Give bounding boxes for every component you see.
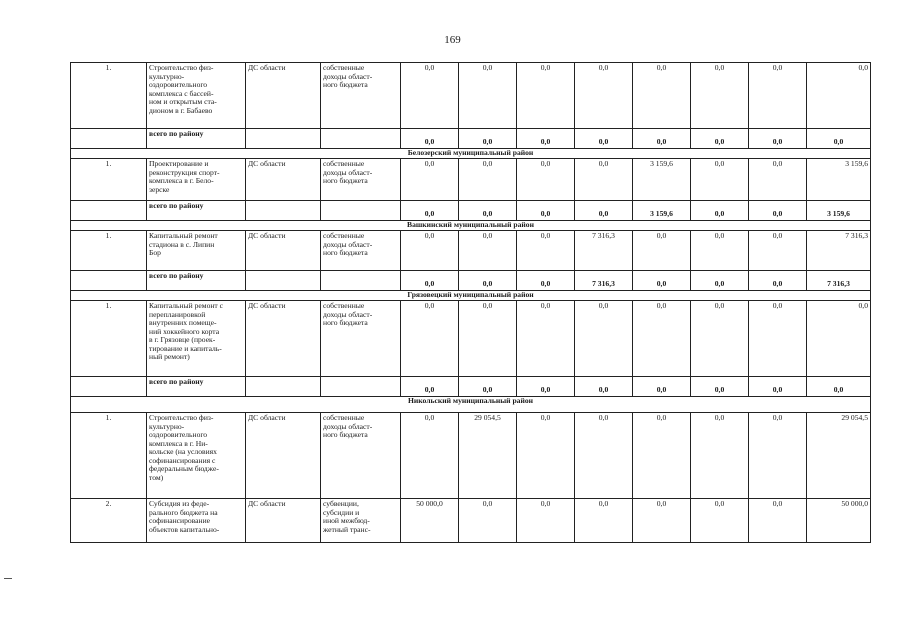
total-value: 7 316,3 — [807, 231, 871, 271]
funding-type: субвенции, субсидии и иной межбюд- жетный транс- — [321, 499, 401, 543]
fund-cell — [321, 271, 401, 291]
source-cell — [246, 129, 321, 149]
year-value: 0,0 — [517, 201, 575, 221]
year-value: 0,0 — [575, 413, 633, 499]
year-value: 0,0 — [459, 377, 517, 397]
year-value: 0,0 — [459, 129, 517, 149]
year-value: 0,0 — [401, 231, 459, 271]
fund-cell — [321, 201, 401, 221]
row-number: 1. — [71, 231, 147, 271]
district-header-row — [71, 291, 871, 301]
district-title: Вашкинский муниципальный район — [71, 221, 871, 231]
year-value: 0,0 — [691, 159, 749, 201]
year-value: 0,0 — [633, 301, 691, 377]
project-row — [71, 159, 871, 201]
district-title: Белозерский муниципальный район — [71, 149, 871, 159]
year-value: 0,0 — [633, 271, 691, 291]
total-value: 3 159,6 — [807, 159, 871, 201]
project-row — [71, 413, 871, 499]
year-value: 0,0 — [749, 63, 807, 129]
year-value: 0,0 — [459, 301, 517, 377]
year-value: 0,0 — [575, 201, 633, 221]
year-value: 0,0 — [401, 159, 459, 201]
financing-source: ДС области — [246, 301, 321, 377]
district-header-row — [71, 397, 871, 413]
project-name: Строительство физ- культурно- оздоровительного комплекса в г. Ни- кольске (на условиях софинансирования с федеральным бюдже- том) — [147, 413, 246, 499]
year-value: 0,0 — [401, 413, 459, 499]
funding-type: собственные доходы област- ного бюджета — [321, 413, 401, 499]
row-number: 1. — [71, 413, 147, 499]
project-name: Капитальный ремонт стадиона в с. Липин Бор — [147, 231, 246, 271]
funding-type: собственные доходы област- ного бюджета — [321, 63, 401, 129]
fund-cell — [321, 129, 401, 149]
total-value: 0,0 — [807, 301, 871, 377]
project-name: Проектирование и реконструкция спорт- комплекса в г. Бело- зерске — [147, 159, 246, 201]
funding-type: собственные доходы област- ного бюджета — [321, 301, 401, 377]
total-value: 7 316,3 — [807, 271, 871, 291]
district-header-row — [71, 149, 871, 159]
total-value: 0,0 — [807, 63, 871, 129]
financing-source: ДС области — [246, 413, 321, 499]
district-total-row — [71, 129, 871, 149]
district-title: Никольский муниципальный район — [71, 397, 871, 413]
row-number: 2. — [71, 499, 147, 543]
year-value: 0,0 — [633, 377, 691, 397]
project-name: Субсидия из феде- рального бюджета на софинансирование объектов капитально- — [147, 499, 246, 543]
row-number-cell — [71, 377, 147, 397]
year-value: 0,0 — [575, 129, 633, 149]
year-value: 0,0 — [633, 499, 691, 543]
financing-source: ДС области — [246, 231, 321, 271]
project-row — [71, 499, 871, 543]
total-label: всего по району — [147, 201, 246, 221]
row-number-cell — [71, 271, 147, 291]
district-total-row — [71, 271, 871, 291]
year-value: 0,0 — [401, 271, 459, 291]
year-value: 0,0 — [749, 377, 807, 397]
year-value: 0,0 — [517, 499, 575, 543]
project-name: Строительство физ- культурно- оздоровительного комплекса с бассей- ном и открытым ста- дионом в г. Бабаево — [147, 63, 246, 129]
year-value: 0,0 — [517, 413, 575, 499]
year-value: 0,0 — [517, 301, 575, 377]
year-value: 7 316,3 — [575, 231, 633, 271]
year-value: 50 000,0 — [401, 499, 459, 543]
page-number: 169 — [444, 34, 461, 46]
year-value: 0,0 — [691, 499, 749, 543]
district-total-row — [71, 377, 871, 397]
total-label: всего по району — [147, 129, 246, 149]
row-number-cell — [71, 129, 147, 149]
row-number: 1. — [71, 301, 147, 377]
year-value: 0,0 — [575, 63, 633, 129]
project-row — [71, 231, 871, 271]
year-value: 0,0 — [575, 499, 633, 543]
total-value: 0,0 — [807, 377, 871, 397]
year-value: 0,0 — [633, 63, 691, 129]
year-value: 0,0 — [517, 377, 575, 397]
year-value: 0,0 — [459, 271, 517, 291]
funding-type: собственные доходы област- ного бюджета — [321, 159, 401, 201]
year-value: 0,0 — [575, 159, 633, 201]
year-value: 0,0 — [691, 129, 749, 149]
total-value: 0,0 — [807, 129, 871, 149]
year-value: 0,0 — [459, 499, 517, 543]
total-label: всего по району — [147, 377, 246, 397]
year-value: 0,0 — [633, 413, 691, 499]
project-row — [71, 63, 871, 129]
year-value: 0,0 — [401, 377, 459, 397]
year-value: 0,0 — [691, 231, 749, 271]
year-value: 0,0 — [401, 63, 459, 129]
scan-edge-mark — [4, 578, 12, 579]
year-value: 0,0 — [749, 159, 807, 201]
financing-source: ДС области — [246, 499, 321, 543]
year-value: 0,0 — [691, 413, 749, 499]
row-number: 1. — [71, 63, 147, 129]
year-value: 0,0 — [749, 413, 807, 499]
year-value: 0,0 — [575, 377, 633, 397]
year-value: 7 316,3 — [575, 271, 633, 291]
district-header-row — [71, 221, 871, 231]
year-value: 0,0 — [459, 231, 517, 271]
year-value: 0,0 — [575, 301, 633, 377]
total-value: 3 159,6 — [807, 201, 871, 221]
year-value: 0,0 — [749, 271, 807, 291]
year-value: 0,0 — [691, 377, 749, 397]
year-value: 0,0 — [517, 159, 575, 201]
year-value: 0,0 — [517, 231, 575, 271]
source-cell — [246, 271, 321, 291]
project-row — [71, 301, 871, 377]
financing-source: ДС области — [246, 159, 321, 201]
funding-type: собственные доходы област- ного бюджета — [321, 231, 401, 271]
year-value: 0,0 — [691, 63, 749, 129]
year-value: 0,0 — [459, 201, 517, 221]
year-value: 0,0 — [691, 271, 749, 291]
year-value: 0,0 — [517, 129, 575, 149]
year-value: 0,0 — [401, 301, 459, 377]
year-value: 0,0 — [691, 201, 749, 221]
project-name: Капитальный ремонт с перепланировкой внутренних помеще- ний хоккейного корта в г. Грязовце (проек- тирование и капиталь- ный ремонт) — [147, 301, 246, 377]
row-number: 1. — [71, 159, 147, 201]
year-value: 29 054,5 — [459, 413, 517, 499]
year-value: 0,0 — [691, 301, 749, 377]
year-value: 3 159,6 — [633, 201, 691, 221]
year-value: 0,0 — [749, 499, 807, 543]
year-value: 0,0 — [749, 201, 807, 221]
year-value: 0,0 — [633, 231, 691, 271]
year-value: 0,0 — [517, 271, 575, 291]
year-value: 0,0 — [401, 129, 459, 149]
fund-cell — [321, 377, 401, 397]
year-value: 0,0 — [749, 231, 807, 271]
source-cell — [246, 377, 321, 397]
total-value: 29 054,5 — [807, 413, 871, 499]
district-title: Грязовецкий муниципальный район — [71, 291, 871, 301]
year-value: 0,0 — [459, 159, 517, 201]
row-number-cell — [71, 201, 147, 221]
year-value: 3 159,6 — [633, 159, 691, 201]
total-value: 50 000,0 — [807, 499, 871, 543]
budget-table — [70, 62, 871, 543]
total-label: всего по району — [147, 271, 246, 291]
year-value: 0,0 — [517, 63, 575, 129]
source-cell — [246, 201, 321, 221]
year-value: 0,0 — [633, 129, 691, 149]
year-value: 0,0 — [459, 63, 517, 129]
year-value: 0,0 — [401, 201, 459, 221]
district-total-row — [71, 201, 871, 221]
financing-source: ДС области — [246, 63, 321, 129]
year-value: 0,0 — [749, 301, 807, 377]
year-value: 0,0 — [749, 129, 807, 149]
